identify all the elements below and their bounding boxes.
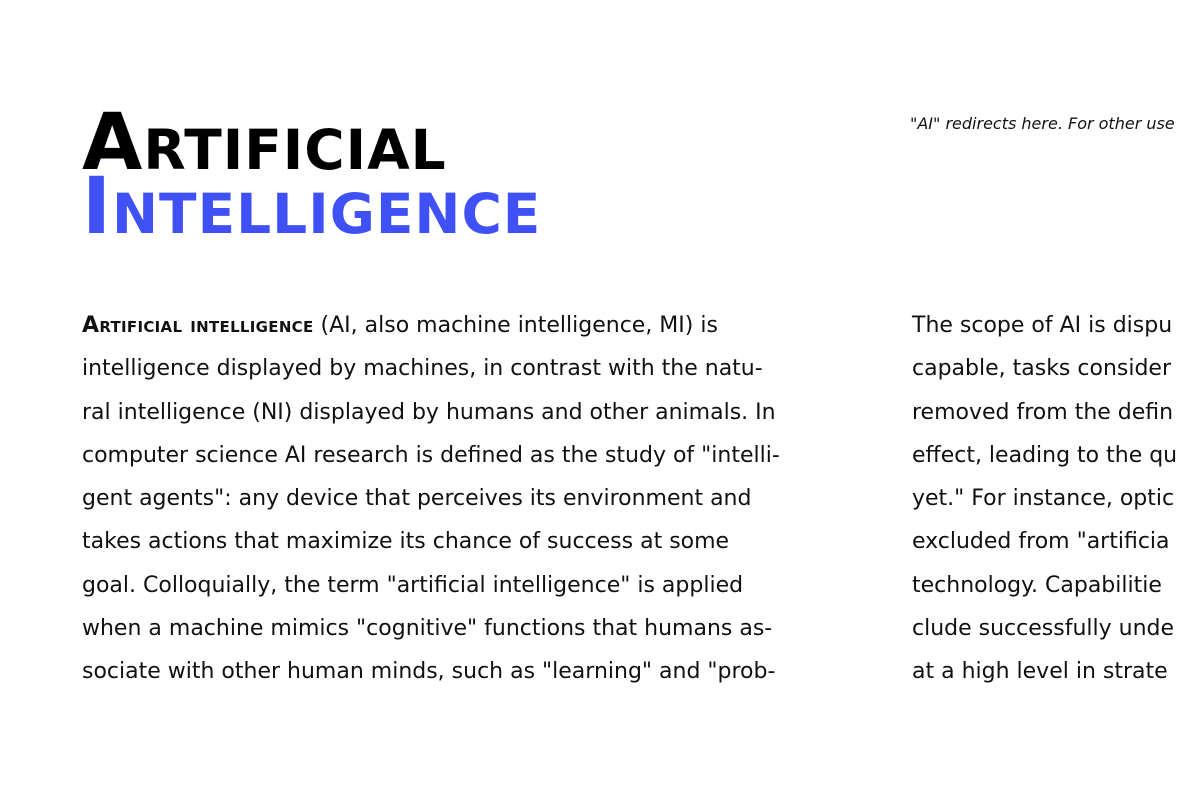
article-line: The scope of AI is dispu [912,313,1173,338]
article-line: takes actions that maximize its chance of success at some [82,529,730,555]
article-line: goal. Colloquially, the term "artificial intelligence" is applied [82,572,744,598]
article-line: ral intelligence (NI) displayed by humans and other animals. In [82,399,776,425]
article-line: excluded from "artificia [912,529,1170,555]
article-line: computer science AI research is defined as the study of "intelli- [82,442,780,468]
article-line: clude successfully unde [912,616,1175,642]
lead-term: Artificial intelligence [82,313,314,338]
article-column-right [912,304,1184,694]
article-line: at a high level in strate [912,659,1168,685]
redirect-note: "AI" redirects here. For other use [910,114,1175,133]
article-line: when a machine mimics "cognitive" functions that humans as- [82,616,773,642]
article-line [82,304,842,347]
article-line: removed from the defin [912,399,1174,425]
lead-rest: (AI, also machine intelligence, MI) is [313,313,718,338]
article-line: effect, leading to the qu [912,442,1178,468]
article-line: technology. Capabilitie [912,572,1162,598]
article-line: gent agents": any device that perceives its environment and [82,486,752,512]
article-line: capable, tasks consider [912,356,1172,382]
article-line: intelligence displayed by machines, in contrast with the natu- [82,356,763,382]
article-line: yet." For instance, optic [912,486,1175,512]
article-column-left [82,304,842,694]
title-line-2: Intelligence [82,162,542,253]
title-line-1: Artificial [82,98,447,188]
page-title [82,98,542,253]
article-line: sociate with other human minds, such as "learning" and "prob- [82,659,776,685]
